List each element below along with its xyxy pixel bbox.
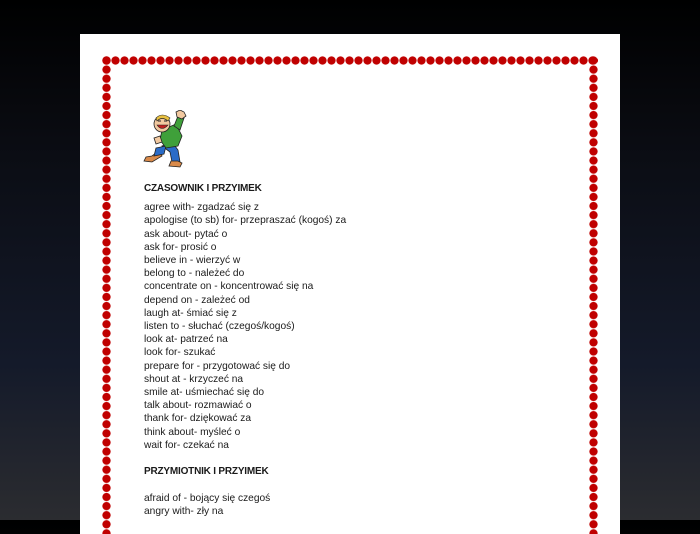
list-item: agree with- zgadzać się z [144, 202, 259, 214]
list-item: apologise (to sb) for- przepraszać (kogoś) za [144, 215, 347, 227]
list-item: talk about- rozmawiać o [144, 400, 252, 412]
adjective-preposition-list [144, 492, 564, 518]
list-item: ask for- prosić o [144, 241, 217, 253]
list-item: think about- myśleć o [144, 426, 241, 438]
list-item: wait for- czekać na [144, 439, 229, 451]
list-item: prepare for - przygotować się do [144, 360, 291, 372]
list-item: thank for- dziękować za [144, 413, 252, 425]
list-item: angry with- zły na [144, 506, 224, 518]
list-item: ask about- pytać o [144, 228, 228, 240]
list-item: belong to - należeć do [144, 268, 245, 280]
document-page [80, 34, 620, 534]
list-item: afraid of - bojący się czegoś [144, 493, 271, 505]
list-item: look for- szukać [144, 347, 216, 359]
list-item: depend on - zależeć od [144, 294, 250, 306]
laughing-man-clipart-icon [142, 110, 192, 170]
list-item: believe in - wierzyć w [144, 255, 241, 267]
section-heading-adjectives: PRZYMIOTNIK I PRZYIMEK [144, 466, 269, 478]
list-item: concentrate on - koncentrować się na [144, 281, 314, 293]
section-heading-verbs: CZASOWNIK I PRZYIMEK [144, 183, 262, 194]
dotted-border-right [589, 56, 598, 534]
list-item: look at- patrzeć na [144, 334, 228, 346]
list-item: listen to - słuchać (czegoś/kogoś) [144, 321, 295, 333]
dotted-border-left [102, 56, 111, 534]
list-item: laugh at- śmiać się z [144, 307, 237, 319]
list-item: smile at- uśmiechać się do [144, 387, 265, 399]
list-item: shout at - krzyczeć na [144, 373, 244, 385]
dotted-border-top [102, 56, 598, 65]
verb-preposition-list [144, 201, 564, 452]
document-content [144, 182, 564, 519]
